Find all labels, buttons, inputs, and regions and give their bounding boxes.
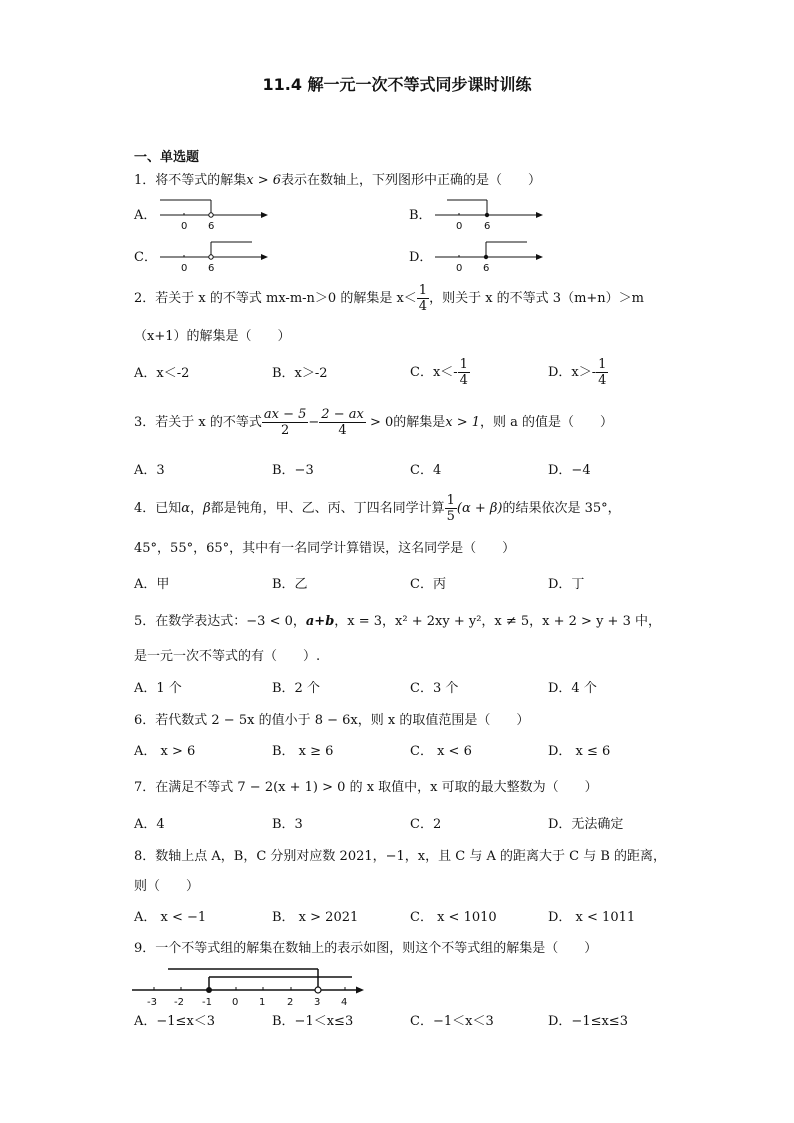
axis-arrow: [536, 254, 543, 260]
axis-arrow: [261, 254, 268, 260]
q7-option-a: A．4: [134, 817, 165, 832]
q2-option-d: D．x＞- $\frac{1}{4}$: [548, 357, 607, 388]
open-point: [209, 213, 213, 217]
q8-option-b: B． x > 2021: [272, 910, 359, 925]
q4-option-a: A．甲: [134, 577, 170, 592]
tick-label-6: 6: [484, 221, 491, 232]
q3-option-b: B．−3: [272, 463, 314, 478]
q4-option-d: D．丁: [548, 577, 585, 592]
closed-point: [485, 213, 489, 217]
q1-option-a-numberline: [160, 198, 270, 232]
q1-option-b-numberline: [435, 198, 545, 232]
q8-option-d: D． x < 1011: [548, 910, 636, 925]
q2-option-b: B．x＞-2: [272, 366, 328, 381]
q3-option-a: A．3: [134, 463, 165, 478]
tick-label: -2: [174, 997, 184, 1008]
fraction-one-quarter: $\frac{1}{4}$: [418, 283, 428, 314]
question-6-stem: 6．若代数式 2 − 5x 的值小于 8 − 6x，则 x 的取值范围是（ ）: [134, 713, 530, 728]
q9-option-d: D．−1≤x≤3: [548, 1014, 628, 1029]
section-heading: 一、单选题: [134, 150, 200, 165]
q7-option-b: B．3: [272, 817, 303, 832]
q1-option-b-label: B．: [409, 208, 432, 223]
tick-label-0: 0: [456, 221, 463, 232]
q5-option-d: D．4 个: [548, 681, 597, 696]
q2-option-a: A．x＜-2: [134, 366, 190, 381]
q9-option-c: C．−1＜x＜3: [410, 1014, 494, 1029]
q9-numberline: [132, 962, 368, 1008]
tick-label: -3: [147, 997, 157, 1008]
q9-option-a: A．−1≤x＜3: [134, 1014, 216, 1029]
question-2-stem-line1: 2．若关于 x 的不等式 mx-m-n＞0 的解集是 x＜ $\frac{1}{4}$ ，则关于 x 的不等式 3（m+n）＞m: [134, 283, 644, 314]
q7-option-d: D．无法确定: [548, 817, 624, 832]
q1-option-d-numberline: [435, 240, 545, 274]
tick-label-6: 6: [208, 263, 215, 274]
question-5-stem-line1: 5．在数学表达式：−3 < 0，a+b，x = 3，x² + 2xy + y²，x ≠ 5，x + 2 > y + 3 中，: [134, 614, 661, 629]
axis-arrow: [261, 212, 268, 218]
question-7-stem: 7．在满足不等式 7 − 2(x + 1) > 0 的 x 取值中，x 可取的最大整数为（ ）: [134, 780, 598, 795]
q2-option-c: C．x＜- $\frac{1}{4}$: [410, 357, 468, 388]
tick-label-6: 6: [483, 263, 490, 274]
closed-point: [484, 255, 488, 259]
fraction-ax-minus-5: $\frac{ax - 5}{2}$: [263, 407, 307, 438]
q3-option-c: C．4: [410, 463, 442, 478]
page-title: 11.4 解一元一次不等式同步课时训练: [262, 75, 532, 94]
question-4-stem-line2: 45°，55°，65°，其中有一名同学计算错误，这名同学是（ ）: [134, 541, 516, 556]
axis-arrow: [536, 212, 543, 218]
q5-option-b: B．2 个: [272, 681, 320, 696]
q6-option-d: D． x ≤ 6: [548, 744, 611, 759]
q5-option-c: C．3 个: [410, 681, 459, 696]
fraction-one-quarter: $\frac{1}{4}$: [459, 357, 468, 388]
question-2-stem-line2: （x+1）的解集是（ ）: [134, 329, 291, 344]
tick-label: -1: [202, 997, 212, 1008]
tick-label: 0: [232, 997, 239, 1008]
fraction-2-minus-ax: $\frac{2 - ax}{4}$: [321, 407, 364, 438]
q4-option-b: B．乙: [272, 577, 308, 592]
open-point: [209, 255, 213, 259]
question-1-stem: 1．将不等式的解集x > 6表示在数轴上，下列图形中正确的是（ ）: [134, 173, 542, 188]
tick-label: 3: [314, 997, 321, 1008]
fraction-one-quarter: $\frac{1}{4}$: [598, 357, 607, 388]
q8-option-a: A． x < −1: [134, 910, 207, 925]
question-4-stem-line1: 4．已知α，β都是钝角，甲、乙、丙、丁四名同学计算 $\frac{1}{5}$ (α + β)的结果依次是 35°，: [134, 493, 621, 524]
q6-option-a: A． x > 6: [134, 744, 196, 759]
q6-option-c: C． x < 6: [410, 744, 472, 759]
q8-option-c: C． x < 1010: [410, 910, 497, 925]
tick-label-0: 0: [181, 263, 188, 274]
q5-option-a: A．1 个: [134, 681, 182, 696]
tick-label-0: 0: [181, 221, 188, 232]
q1-option-a-label: A．: [134, 208, 157, 223]
q1-option-c-label: C．: [134, 250, 157, 265]
tick-label: 1: [259, 997, 266, 1008]
tick-label-6: 6: [208, 221, 215, 232]
tick-label: 2: [287, 997, 294, 1008]
q4-option-c: C．丙: [410, 577, 446, 592]
q7-option-c: C．2: [410, 817, 442, 832]
question-5-stem-line2: 是一元一次不等式的有（ ）.: [134, 649, 321, 664]
question-8-stem-line1: 8．数轴上点 A，B，C 分别对应数 2021，−1，x，且 C 与 A 的距离大于 C 与 B 的距离，: [134, 849, 667, 864]
tick-label: 4: [341, 997, 348, 1008]
q1-option-d-label: D．: [409, 250, 433, 265]
fraction-one-fifth: $\frac{1}{5}$: [446, 493, 455, 524]
q6-option-b: B． x ≥ 6: [272, 744, 334, 759]
question-3-stem: 3．若关于 x 的不等式 $\frac{ax - 5}{2}$ − $\frac{2 - ax}{4}$ > 0的解集是x > 1，则 a 的值是（ ）: [134, 407, 614, 438]
question-9-stem: 9．一个不等式组的解集在数轴上的表示如图，则这个不等式组的解集是（ ）: [134, 941, 598, 956]
q1-option-c-numberline: [160, 240, 270, 274]
q3-option-d: D．−4: [548, 463, 591, 478]
question-8-stem-line2: 则（ ）: [134, 879, 200, 894]
closed-point-minus-1: [206, 987, 212, 993]
tick-label-0: 0: [456, 263, 463, 274]
axis-arrow: [356, 987, 364, 994]
q9-option-b: B．−1＜x≤3: [272, 1014, 354, 1029]
open-point-3: [315, 987, 321, 993]
